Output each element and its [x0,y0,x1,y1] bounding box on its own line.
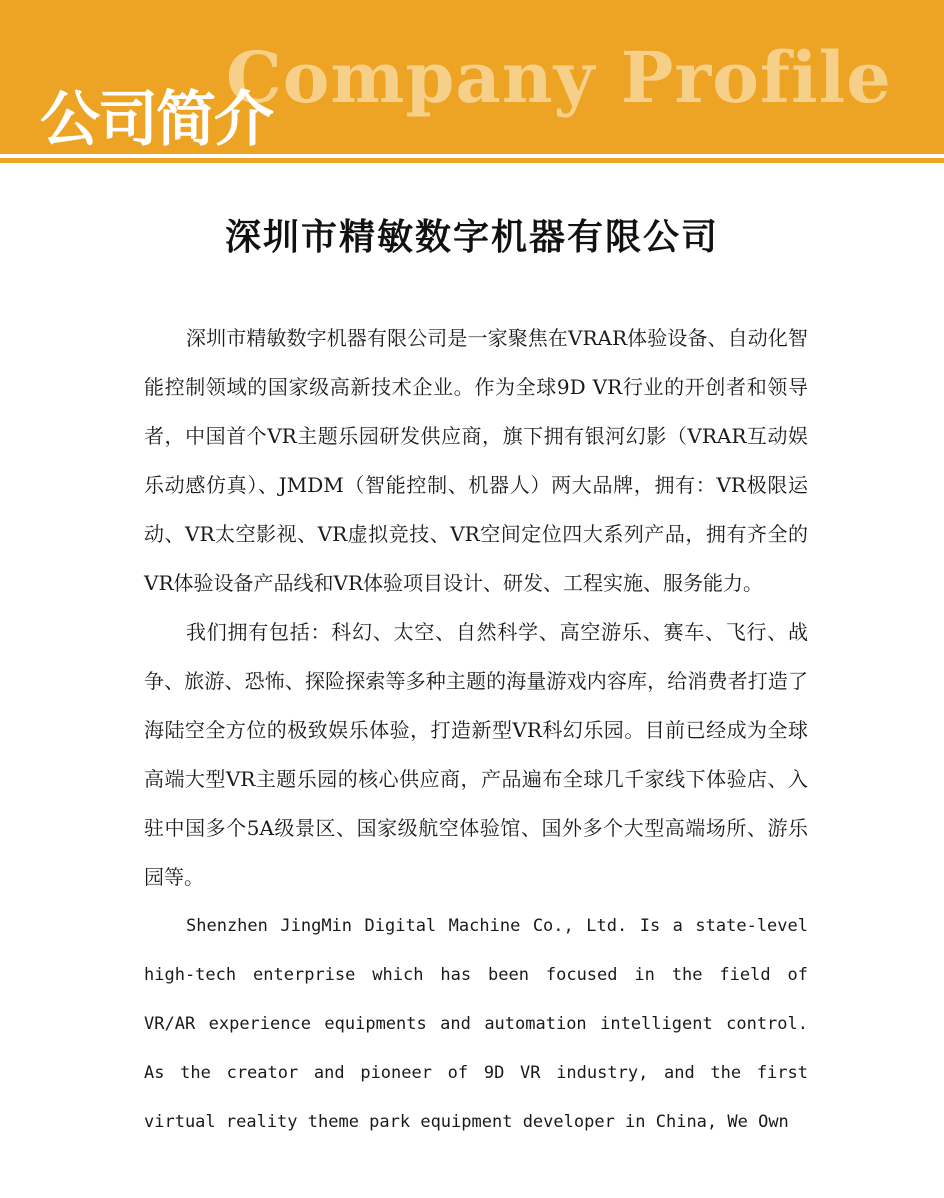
header-title-zh: 公司简介 [40,85,272,154]
header-banner [0,0,944,154]
header-title-en: Company Profile [226,36,892,119]
company-name: 深圳市精敏数字机器有限公司 [224,217,719,258]
paragraph-intro-zh: 深圳市精敏数字机器有限公司是一家聚焦在VRAR体验设备、自动化智能控制领域的国家级高新技术企业。作为全球9D VR行业的开创者和领导者，中国首个VR主题乐园研发供应商，旗下拥有银河幻影（VRAR互动娱乐动感仿真）、JMDM（智能控制、机器人）两大品牌，拥有：VR极限运动、VR太空影视、VR虚拟竞技、VR空间定位四大系列产品，拥有齐全的VR体验设备产品线和VR体验项目设计、研发、工程实施、服务能力。 [144,326,808,595]
header-divider [0,158,944,163]
document-body [144,314,808,1147]
paragraph-intro-en: Shenzhen JingMin Digital Machine Co., Ltd. Is a state-level high-tech enterprise which has been focused in the field of VR/AR experience equipments and automation intelligent control. As the creator and pioneer of 9D VR industry, and the first virtual reality theme park equipment developer in China, We Own [144,916,808,1132]
paragraph-content-zh: 我们拥有包括：科幻、太空、自然科学、高空游乐、赛车、飞行、战争、旅游、恐怖、探险探索等多种主题的海量游戏内容库，给消费者打造了海陆空全方位的极致娱乐体验，打造新型VR科幻乐园。目前已经成为全球高端大型VR主题乐园的核心供应商，产品遍布全球几千家线下体验店、入驻中国多个5A级景区、国家级航空体验馆、国外多个大型高端场所、游乐园等。 [144,620,808,889]
